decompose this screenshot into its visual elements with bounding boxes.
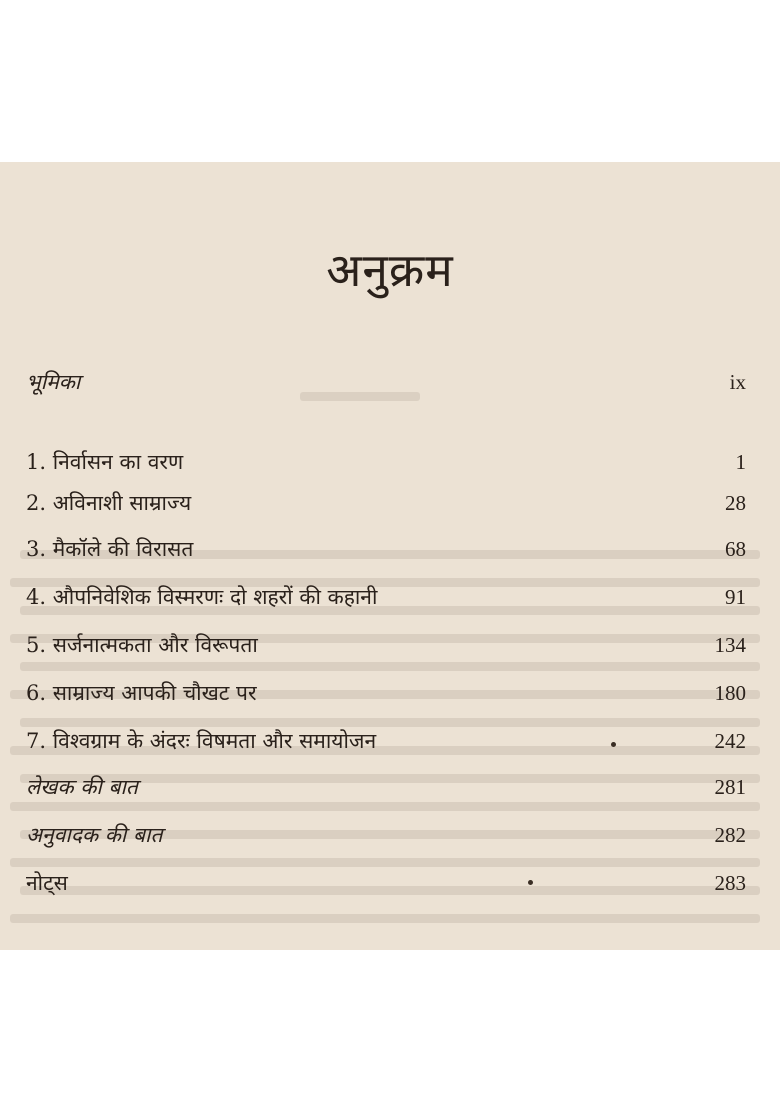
toc-entry [26, 445, 746, 479]
toc-entry [26, 724, 746, 758]
toc-entry-label: भूमिका [26, 370, 81, 394]
toc-entry-label: 6. साम्राज्य आपकी चौखट पर [26, 681, 257, 705]
toc-entry-page: 91 [725, 585, 746, 609]
toc-entry [26, 866, 746, 900]
toc-entry-page: 180 [714, 681, 746, 705]
toc-entry-page: 281 [714, 775, 746, 799]
page-title: अनुक्रम [326, 243, 454, 297]
toc-entry-page: 28 [725, 491, 746, 515]
toc-entry [26, 628, 746, 662]
toc-entry-label: 7. विश्वग्राम के अंदरः विषमता और समायोजन [26, 729, 377, 753]
toc-entry [26, 486, 746, 520]
toc-entry [26, 676, 746, 710]
toc-entry-label: नोट्स [26, 871, 68, 895]
toc-entry-label: लेखक की बात [26, 775, 138, 799]
toc-entry-page: 134 [714, 633, 746, 657]
toc-entry-label: 2. अविनाशी साम्राज्य [26, 491, 192, 515]
ink-speck [611, 742, 616, 747]
toc-entry [26, 580, 746, 614]
ink-speck [528, 880, 533, 885]
toc-entry-page: 283 [714, 871, 746, 895]
toc-entry-page: 1 [735, 450, 746, 474]
toc-entry-page: ix [729, 370, 746, 394]
toc-entry-label: 3. मैकॉले की विरासत [26, 537, 194, 561]
toc-entry [26, 818, 746, 852]
book-page [0, 162, 780, 950]
toc-entry-page: 68 [725, 537, 746, 561]
toc-entry-label: अनुवादक की बात [26, 823, 163, 847]
toc-entry-page: 282 [714, 823, 746, 847]
toc-entry [26, 532, 746, 566]
toc-entry-label: 1. निर्वासन का वरण [26, 450, 184, 474]
toc-entry-page: 242 [714, 729, 746, 753]
toc-entry-label: 5. सर्जनात्मकता और विरूपता [26, 633, 258, 657]
toc-entry [26, 365, 746, 399]
toc-entry [26, 770, 746, 804]
toc-entry-label: 4. औपनिवेशिक विस्मरणः दो शहरों की कहानी [26, 585, 378, 609]
